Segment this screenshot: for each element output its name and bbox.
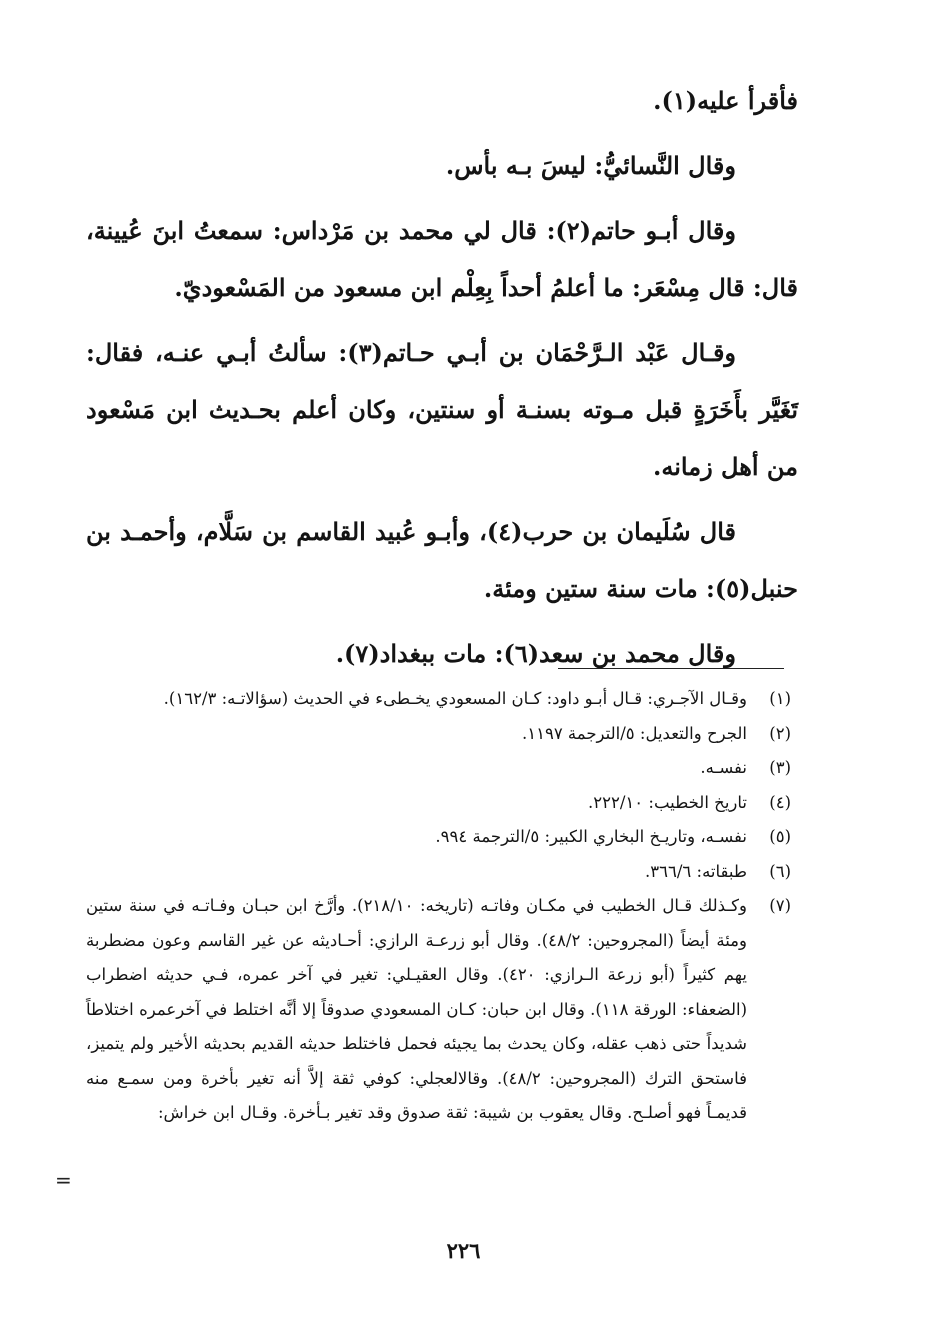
paragraph-3: وقال أبـو حاتم(٢): قال لي محمد بن مَرْداس: سمعتُ ابنَ عُيينة، قال: قال مِسْعَر: ما أعلمُ أحداً بِعِلْم ابن مسعود من المَسْعوديّ. [86, 216, 798, 302]
paragraph-4: وقـال عَبْد الـرَّحْمَان بن أبـي حـاتم(٣): سألتُ أبـي عنـه، فقال: تَغَيَّر بأَخَرَةٍ قبل مـوته بسنـة أو سنتين، وكان أعلم بحـديث ابن مَسْعود من أهل زمانه. [86, 338, 798, 481]
footnote-separator [558, 668, 784, 669]
paragraph-1: فأقرأ عليه(١). [653, 86, 798, 115]
footnote [86, 820, 791, 855]
footnote-text: نفسـه. [700, 758, 747, 777]
footnote-number: (٧) [769, 896, 791, 915]
main-text [86, 72, 798, 682]
footnotes [86, 682, 791, 1131]
footnote-number: (٤) [769, 792, 791, 812]
footnote-text: تاريخ الخطيب: ٢٢٢/١٠. [588, 792, 747, 812]
paragraph-6: وقال محمد بن سعد(٦): مات ببغداد(٧). [335, 639, 736, 668]
footnote-number: (٣) [769, 758, 791, 777]
footnote [86, 717, 791, 752]
paragraph-2: وقال النَّسائيُّ: ليسَ بـه بأس. [445, 151, 736, 180]
footnote [86, 786, 791, 821]
footnote-number: (١) [769, 689, 791, 708]
footnote-text: طبقاته: ٣٦٦/٦. [645, 861, 747, 881]
footnote [86, 855, 791, 890]
footnote [86, 889, 791, 1131]
footnote [86, 751, 791, 786]
footnote-number: (٦) [769, 861, 791, 881]
footnote-number: (٢) [769, 723, 791, 743]
footnote-text: وقـال الآجـري: قـال أبـو داود: كـان المسعودي يخـطىء في الحديث (سؤالاتـه: ١٦٢/٣). [163, 689, 747, 708]
footnote-text: الجرح والتعديل: ٥/الترجمة ١١٩٧. [521, 723, 747, 743]
paragraph-5: قال سُلَيمان بن حرب(٤)، وأبـو عُبيد القاسم بن سَلَّام، وأحمـد بن حنبل(٥): مات سنة ستين ومئة. [86, 517, 798, 603]
continuation-mark: = [55, 1168, 72, 1192]
footnote-text: نفسـه، وتاريـخ البخاري الكبير: ٥/الترجمة ٩٩٤. [435, 827, 747, 846]
footnote [86, 682, 791, 717]
footnote-number: (٥) [769, 827, 791, 846]
page-number: ٢٢٦ [446, 1238, 481, 1263]
footnote-text: وكـذلك قـال الخطيب في مكـان وفاتـه (تاريخه: ٢١٨/١٠). وأرَّخ ابن حبـان وفـاتـه في سنة ستين ومئة أيضاً (المجروحين: ٤٨/٢). وقال أبو زرعـة الرازي: أحـاديثه عن غير القاسم وعون مضطربة يهم كثيراً (أبو زرعة الـرازي: ٤٢٠). وقال العقيـلي: تغير في آخر عمره، فـي حديثه اضطراب (الضعفاء: الورقة ١١٨). وقال ابن حبان: كـان المسعودي صدوقاً إلا أنَّه اختلط في آخرعمره اختلاطاً شديداً حتى ذهب عقله، وكان يحدث بما يجيئه فحمل فاختلط حديثه القديم بحديثه الأخير ولم يتميز، فاستحق الترك (المجروحين: ٤٨/٢). وقالالعجلي: كوفي ثقة إلاَّ أنه تغير بأخرة ومن سمـع منه قديمـاً فهو أصلـح. وقال يعقوب بن شيبة: ثقة صدوق وقد تغير بـأخرة. وقـال ابن خراش: [86, 896, 748, 1122]
